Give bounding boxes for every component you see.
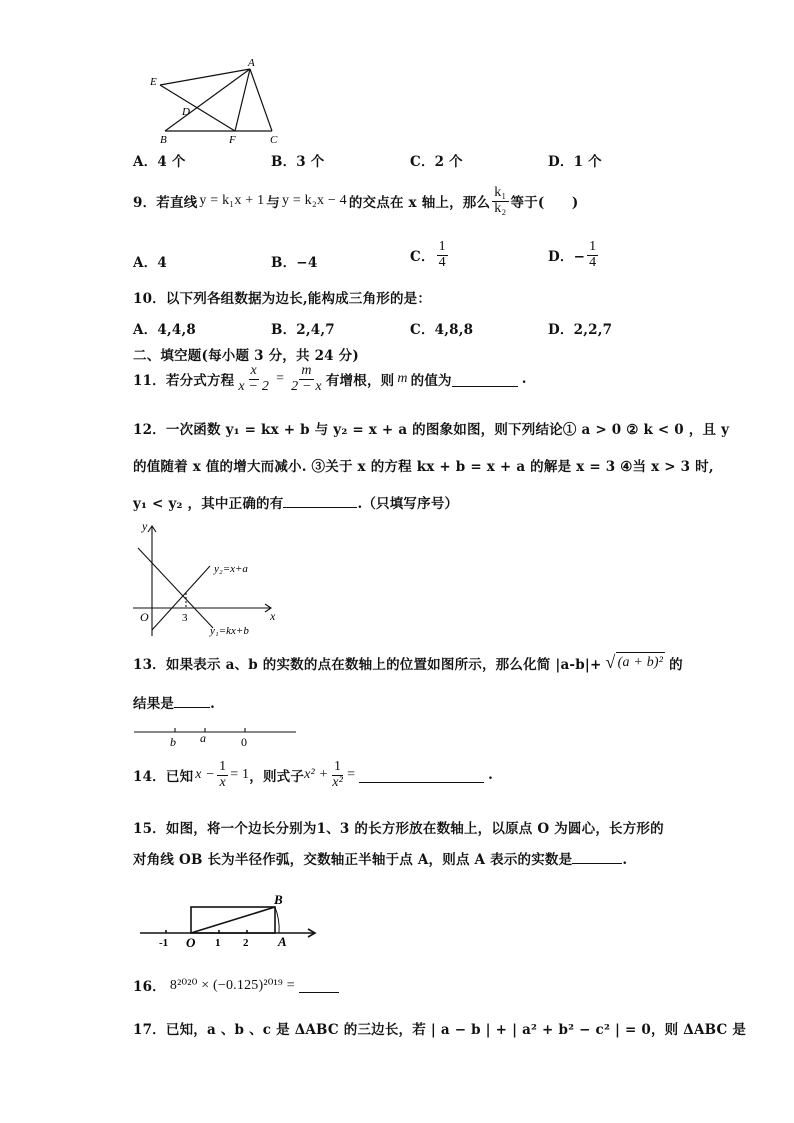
- q14-answer-blank[interactable]: [359, 768, 484, 783]
- q14-fraction-2-num: 1: [334, 759, 342, 774]
- label-E: E: [150, 76, 157, 88]
- label-F: F: [229, 134, 236, 146]
- figure-label-2: 2: [243, 937, 249, 949]
- q10-option-a: A．4,4,8: [133, 322, 196, 338]
- q15-figure: [138, 890, 323, 952]
- figure-label-B: B: [274, 892, 283, 907]
- q9-option-d-fraction: [587, 240, 598, 270]
- q11-fraction-1-den: x − 2: [238, 378, 270, 394]
- label-C: C: [270, 134, 278, 146]
- graph-label-y1: y₁=kx+b: [210, 625, 249, 637]
- q9-option-d-den: 4: [589, 254, 597, 270]
- q9-option-c-fraction: [437, 240, 448, 270]
- q11-answer-blank[interactable]: [452, 372, 518, 387]
- numberline-label-0: 0: [241, 735, 247, 749]
- q10-option-c: C．4,8,8: [410, 322, 474, 338]
- q11-fraction-2: [289, 364, 324, 394]
- q14-fraction-1-num: 1: [219, 759, 227, 774]
- q9-stem: [133, 186, 578, 216]
- q9-option-c-label: C．: [410, 249, 435, 266]
- figure-label-1: 1: [215, 937, 221, 949]
- q12-answer-blank[interactable]: [283, 493, 357, 508]
- q16-stem: [133, 975, 339, 995]
- q13-line1-text: 13．如果表示 a、b 的实数的点在数轴上的位置如图所示，那么化简 |a-b|+: [133, 656, 602, 673]
- q11-fraction-1-num: x: [250, 363, 257, 378]
- q12-line3: [133, 492, 458, 512]
- q11-number: 11．若分式方程: [133, 373, 235, 390]
- q9-option-b: B．−4: [271, 255, 318, 271]
- q8-figure: [140, 55, 290, 150]
- q11-fraction-2-den: 2 − x: [291, 378, 322, 394]
- q13-sqrt: [606, 652, 666, 673]
- numberline-label-b: b: [170, 735, 176, 749]
- q8-option-a: A．4 个: [133, 154, 186, 170]
- figure-label-A: A: [278, 934, 287, 949]
- figure-label-O: O: [186, 935, 196, 950]
- q9-mid: 与: [266, 195, 280, 212]
- q16-answer-blank[interactable]: [299, 978, 339, 993]
- q17-line1: 17．已知，a 、b 、c 是 ΔABC 的三边长，若 | a − b | + | a² + b² − c² | = 0，则 ΔABC 是: [133, 1022, 747, 1038]
- q11-var-m: m: [397, 371, 408, 387]
- q9-line1: y = k₁x + 1: [199, 193, 265, 209]
- q9-fraction-num: k₁: [494, 185, 507, 200]
- q14-number: 14．已知: [133, 769, 194, 786]
- q13-line1: [133, 652, 683, 673]
- figure-label-minus1: -1: [159, 937, 169, 949]
- q10-option-d: D．2,2,7: [548, 322, 613, 338]
- q9-text1: 若直线: [156, 195, 198, 212]
- q10-option-b: B．2,4,7: [271, 322, 335, 338]
- q15-line2-end: .: [622, 852, 628, 868]
- q9-option-d-label: D．−: [548, 249, 586, 266]
- q12-line1: 12．一次函数 y₁ = kx + b 与 y₂ = x + a 的图象如图，则下列结论① a > 0 ② k < 0 ，且 y: [133, 422, 730, 438]
- q16-expression: 8²⁰²⁰ × (−0.125)²⁰¹⁹ =: [169, 977, 295, 993]
- q9-text2: 的交点在 x 轴上，那么: [348, 195, 491, 212]
- q15-line1: 15．如图，将一个边长分别为1、3 的长方形放在数轴上，以原点 O 为圆心，长方形的: [133, 821, 664, 837]
- q13-line2: [133, 692, 215, 712]
- q15-line2-text: 对角线 OB 长为半径作弧，交数轴正半轴于点 A，则点 A 表示的实数是: [133, 852, 573, 868]
- graph-label-y: y: [142, 519, 148, 533]
- q14-fraction-1: [217, 760, 228, 790]
- label-B: B: [160, 134, 167, 146]
- q11-fraction-2-num: m: [301, 363, 312, 378]
- q14-mid: ，则式子: [249, 769, 305, 786]
- q14-end: .: [488, 767, 494, 784]
- q9-fraction: [492, 186, 508, 216]
- q12-graph: [128, 518, 288, 643]
- q9-option-c-den: 4: [438, 254, 446, 270]
- q14-fraction-2: [330, 760, 345, 790]
- sqrt-icon: √: [605, 652, 616, 672]
- label-A: A: [248, 57, 255, 69]
- q9-option-c: [410, 240, 450, 270]
- q9-fraction-den: k₂: [494, 200, 507, 216]
- q15-answer-blank[interactable]: [572, 849, 622, 864]
- q9-option-d: [548, 240, 600, 270]
- q9-option-d-num: 1: [589, 239, 597, 254]
- q13-line1-end: 的: [669, 656, 683, 673]
- q11-end: .: [521, 371, 527, 388]
- q8-option-c: C．2 个: [410, 154, 463, 170]
- label-D: D: [182, 106, 190, 118]
- q13-number-line: [130, 722, 300, 750]
- q9-line2: y = k₂x − 4: [281, 193, 347, 209]
- q14-fraction-1-den: x: [219, 774, 226, 790]
- q10-stem: 10．以下列各组数据为边长,能构成三角形的是：: [133, 291, 432, 307]
- q14-stem: [133, 760, 493, 790]
- q8-option-b: B．3 个: [271, 154, 325, 170]
- section-2-title: 二、填空题(每小题 3 分，共 24 分): [133, 348, 359, 364]
- q14-x-term: x −: [195, 767, 216, 783]
- q12-line3-end: .（只填写序号）: [357, 496, 459, 512]
- q13-sqrt-content: (a + b)²: [616, 652, 666, 673]
- graph-label-origin: O: [140, 610, 149, 624]
- graph-label-y2: y₂=x+a: [214, 563, 248, 575]
- q8-option-d: D．1 个: [548, 154, 602, 170]
- q11-text3: 的值为: [410, 373, 452, 390]
- q11-fraction-1: [236, 364, 271, 394]
- q9-option-a: A．4: [133, 255, 167, 271]
- graph-label-x: x: [270, 609, 276, 623]
- q12-line2: 的值随着 x 值的增大而减小. ③关于 x 的方程 kx + b = x + a 的解是 x = 3 ④当 x > 3 时,: [133, 459, 714, 475]
- q9-text3: 等于( ): [510, 195, 579, 212]
- q13-line2-end: .: [210, 696, 216, 712]
- q11-equals: =: [276, 371, 285, 387]
- q13-line2-text: 结果是: [133, 696, 175, 712]
- q14-fraction-2-den: x²: [332, 774, 344, 790]
- q14-equals-2: =: [347, 767, 356, 783]
- q12-line3-text: y₁ < y₂ ，其中正确的有: [133, 496, 284, 512]
- q15-line2: [133, 848, 627, 868]
- q11-stem: [133, 364, 527, 394]
- q14-equals-1: = 1: [230, 767, 250, 783]
- graph-label-3: 3: [182, 612, 188, 624]
- q14-x2-term: x² +: [304, 767, 329, 783]
- numberline-label-a: a: [200, 731, 206, 745]
- q9-number: 9．: [133, 195, 157, 212]
- q9-option-c-num: 1: [438, 239, 446, 254]
- q11-text2: 有增根，则: [325, 373, 395, 390]
- q13-answer-blank[interactable]: [174, 693, 210, 708]
- q16-number: 16．: [133, 979, 166, 995]
